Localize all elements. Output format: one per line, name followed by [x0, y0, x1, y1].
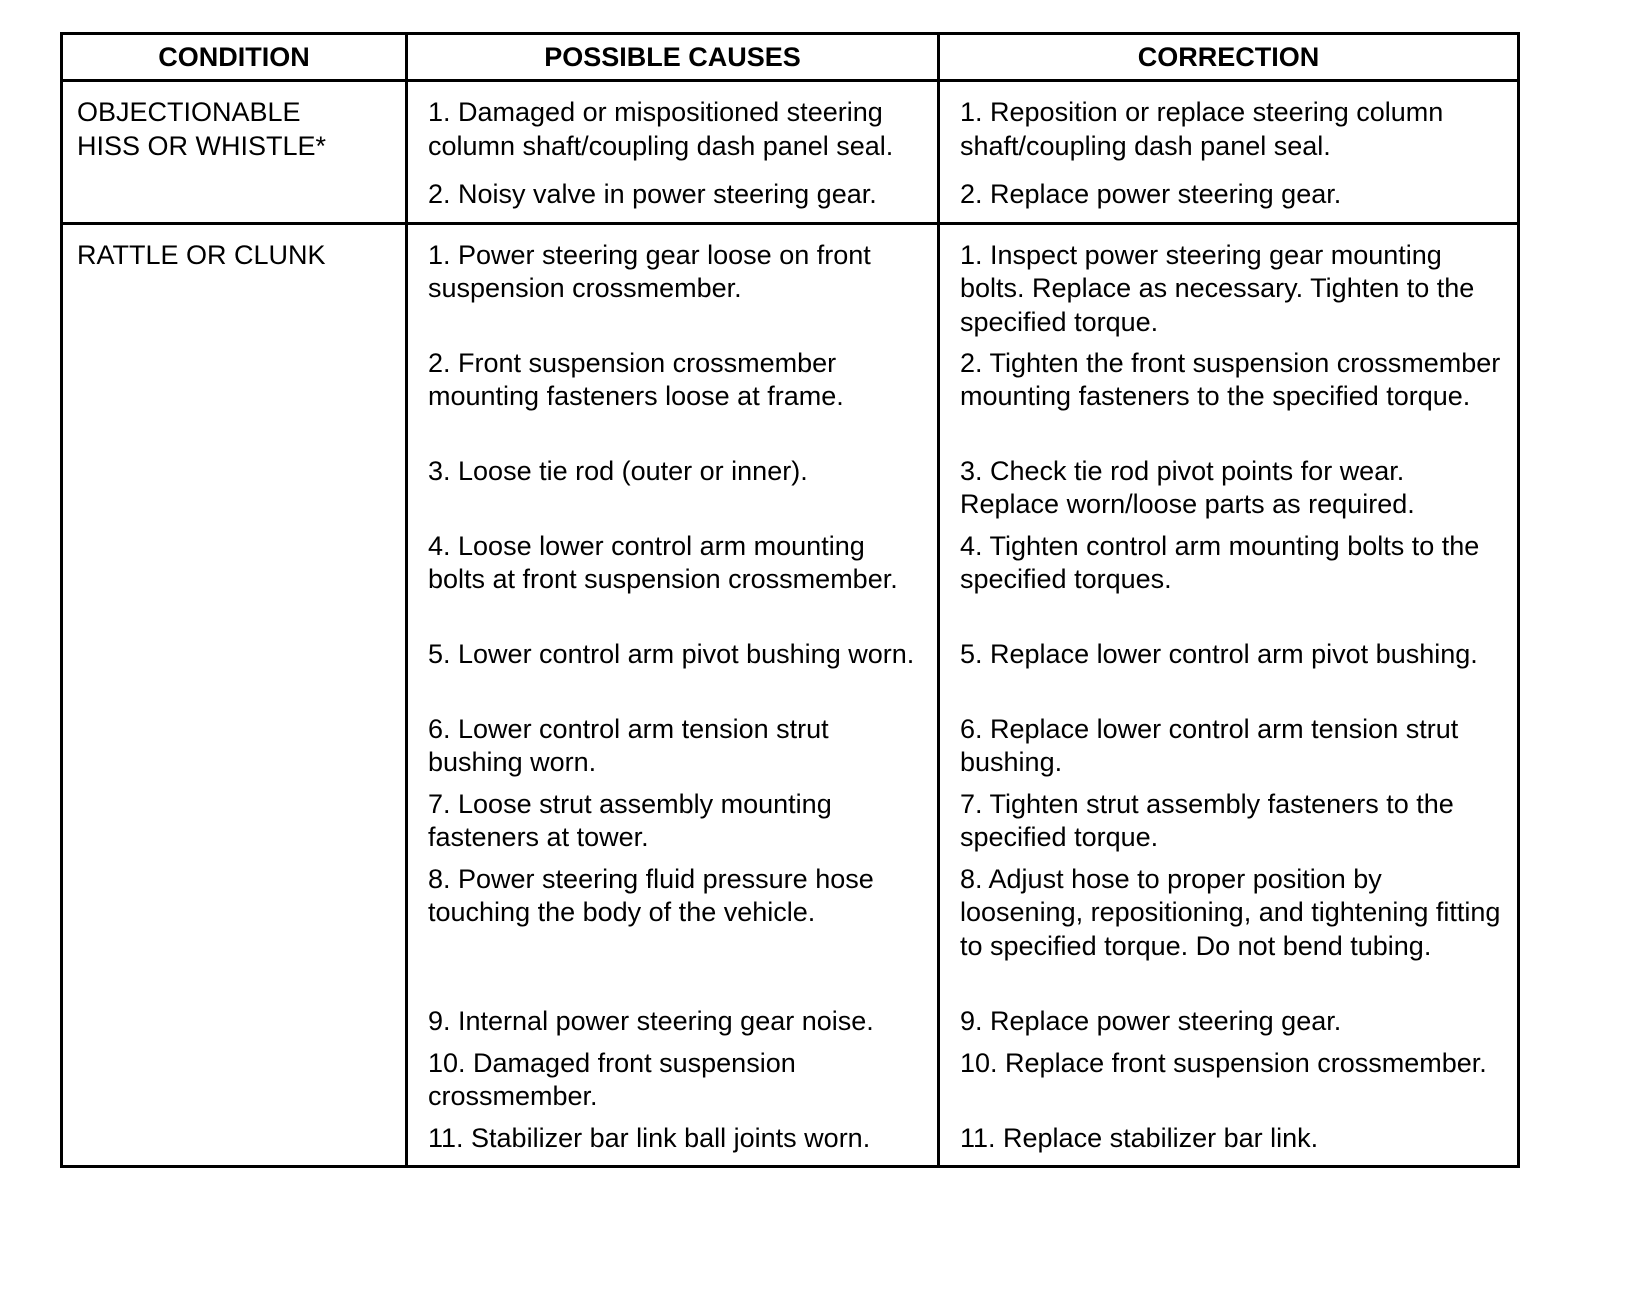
cause-item: 1. Damaged or mispositioned steering column shaft/coupling dash panel seal. [428, 97, 894, 161]
cause-item: 8. Power steering fluid pressure hose touching the body of the vehicle. [428, 863, 874, 927]
correction-item: 11. Replace stabilizer bar link. [960, 1122, 1319, 1153]
causes-cell [407, 81, 939, 224]
cause-item: 5. Lower control arm pivot bushing worn. [428, 638, 915, 669]
cause-item: 7. Loose strut assembly mounting fasteners at tower. [428, 788, 832, 852]
condition-cell [62, 81, 407, 224]
correction-item: 3. Check tie rod pivot points for wear. Replace worn/loose parts as required. [960, 455, 1415, 519]
correction-item: 1. Reposition or replace steering column shaft/coupling dash panel seal. [960, 97, 1444, 161]
correction-item: 2. Tighten the front suspension crossmember mounting fasteners to the specified torque. [960, 347, 1501, 411]
table-row-rattle-clunk [62, 223, 1519, 1167]
condition-text: RATTLE OR CLUNK [77, 239, 326, 270]
cause-item: 3. Loose tie rod (outer or inner). [428, 455, 808, 486]
condition-text: OBJECTIONABLE HISS OR WHISTLE* [77, 97, 327, 161]
causes-cell [407, 223, 939, 1167]
cause-item: 1. Power steering gear loose on front suspension crossmember. [428, 239, 871, 303]
correction-item: 8. Adjust hose to proper position by loosening, repositioning, and tightening fitting to specified torque. Do not bend tubing. [960, 863, 1501, 961]
header-possible-causes: POSSIBLE CAUSES [407, 34, 939, 81]
cause-item: 2. Noisy valve in power steering gear. [428, 179, 877, 209]
condition-cell [62, 223, 407, 1167]
diagnosis-table-container [60, 32, 1517, 1168]
cause-item: 10. Damaged front suspension crossmember. [428, 1047, 796, 1111]
correction-item: 4. Tighten control arm mounting bolts to the specified torques. [960, 530, 1480, 594]
table-row-hiss-whistle [62, 81, 1519, 224]
correction-item: 6. Replace lower control arm tension strut bushing. [960, 713, 1459, 777]
cause-item: 4. Loose lower control arm mounting bolts at front suspension crossmember. [428, 530, 898, 594]
correction-item: 1. Inspect power steering gear mounting bolts. Replace as necessary. Tighten to the specified torque. [960, 239, 1475, 337]
diagnosis-table [60, 32, 1520, 1168]
correction-item: 10. Replace front suspension crossmember. [960, 1047, 1487, 1078]
correction-item: 2. Replace power steering gear. [960, 179, 1342, 209]
header-condition: CONDITION [62, 34, 407, 81]
corrections-cell [939, 81, 1519, 224]
corrections-cell [939, 223, 1519, 1167]
correction-item: 9. Replace power steering gear. [960, 1005, 1342, 1036]
cause-item: 9. Internal power steering gear noise. [428, 1005, 874, 1036]
cause-item: 6. Lower control arm tension strut bushing worn. [428, 713, 829, 777]
table-header-row [62, 34, 1519, 81]
header-correction: CORRECTION [939, 34, 1519, 81]
cause-item: 11. Stabilizer bar link ball joints worn. [428, 1122, 871, 1153]
correction-item: 5. Replace lower control arm pivot bushing. [960, 638, 1478, 669]
cause-item: 2. Front suspension crossmember mounting fasteners loose at frame. [428, 347, 844, 411]
correction-item: 7. Tighten strut assembly fasteners to the specified torque. [960, 788, 1454, 852]
